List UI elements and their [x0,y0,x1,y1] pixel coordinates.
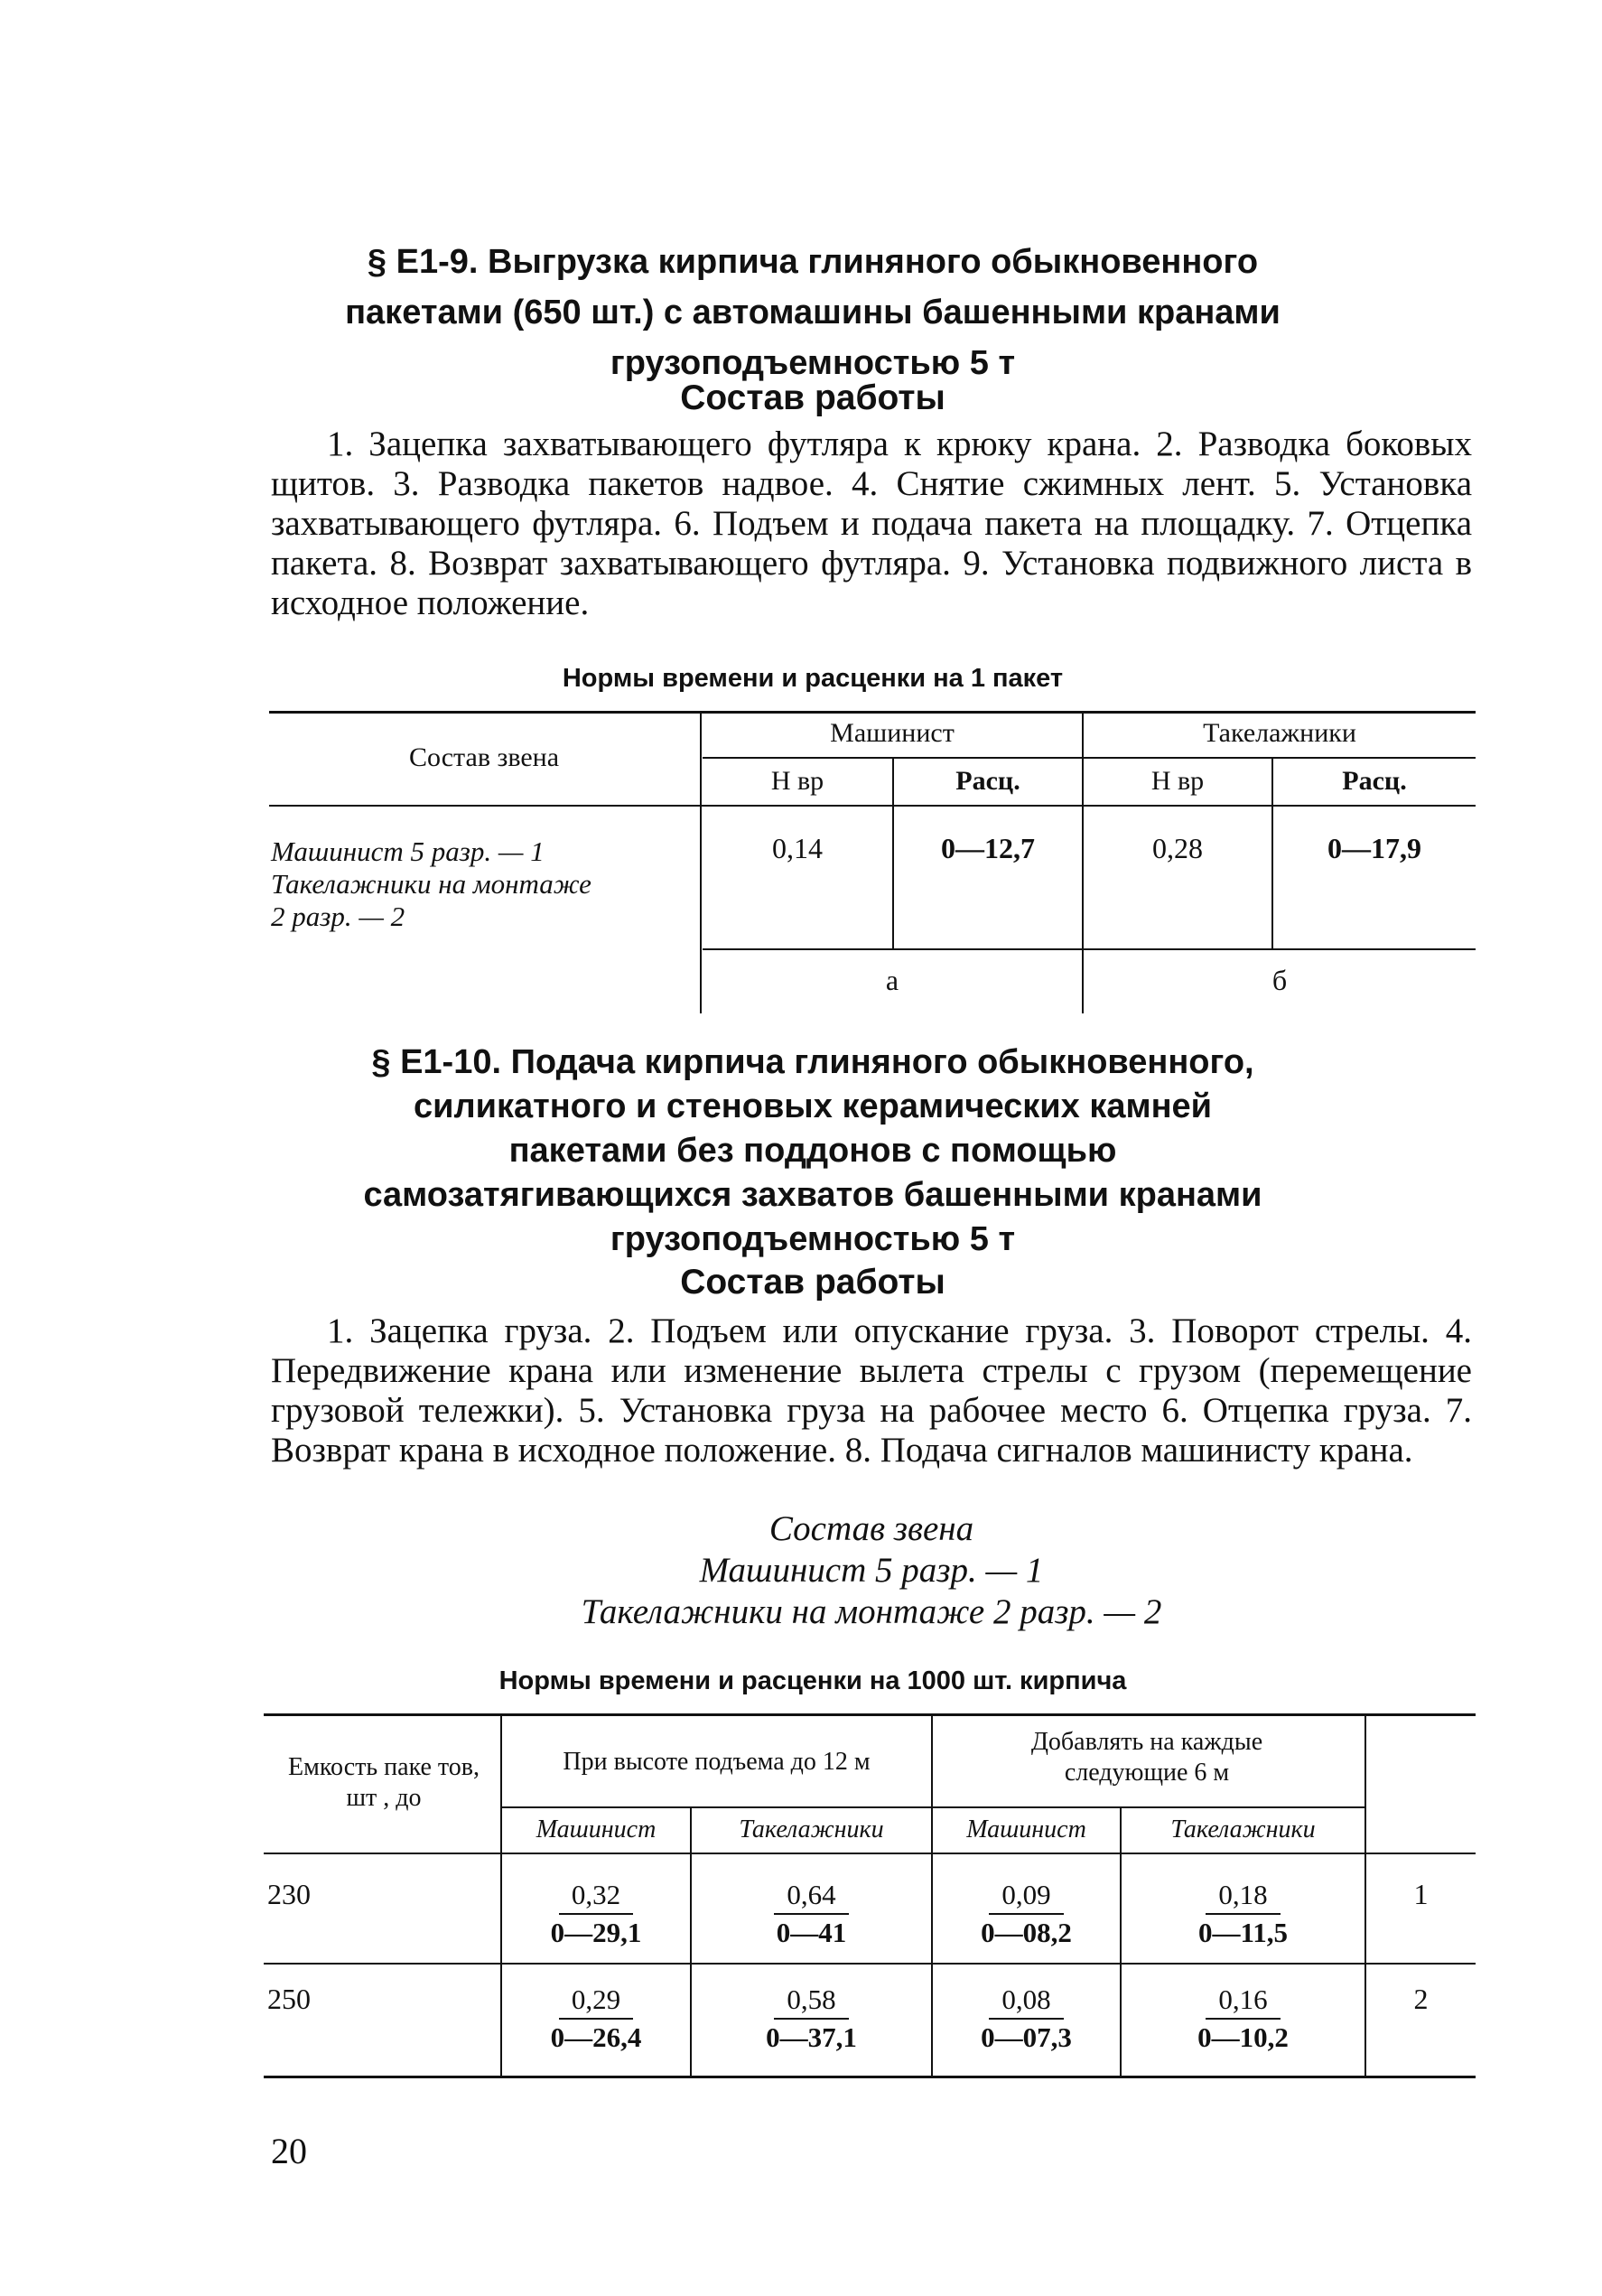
table2-row2-add-riggers-nvr: 0,16 [1206,1982,1280,2020]
table1-column-letter-a: а [885,964,899,996]
section2-composition-text: 1. Зацепка груза. 2. Подъем или опускание груза. 3. Поворот стрелы. 4. Передвижение крана или изменение вылета стрелы с грузом (перемещение грузовой тележки). 5. Установка груза на рабочее место 6. Отцепка груза. 7. Возврат крана в исходное положение. 8. Подача сигналов машинисту крана. [271,1311,1472,1470]
table2-row2-add-riggers-cell [1122,1982,1364,2056]
table2-row1-capacity: 230 [267,1878,311,1910]
section1-table-caption: Нормы времени и расценки на 1 пакет [562,664,1064,693]
section1-title-line-3: грузоподъемностью 5 т [610,344,1016,382]
table1-top-rule [269,711,1476,714]
table2-row1-machinist-rasc: 0—29,1 [550,1917,642,1948]
table1-machinist-nvr: 0,14 [772,832,823,864]
table2-row1-riggers-nvr: 0,64 [774,1877,848,1915]
table2-row2-capacity: 250 [267,1983,311,2015]
table2-row2-machinist-cell [502,1982,690,2056]
table2-row2-add-riggers-rasc: 0—10,2 [1197,2021,1289,2053]
table1-header-crew: Состав звена [408,742,560,772]
table2-row1-machinist-nvr: 0,32 [559,1877,633,1915]
table2-row2-add-machinist-nvr: 0,08 [989,1982,1063,2020]
table2-row2-add-machinist-cell [933,1982,1120,2056]
table2-row2-machinist-nvr: 0,29 [559,1982,633,2020]
section2-title-line-4: самозатягивающихся захватов башенными кранами [363,1176,1262,1214]
section2-crew-line-2: Такелажники на монтаже 2 разр. — 2 [581,1592,1162,1631]
table1-group-rule [703,757,1476,759]
section2-title-line-5: грузоподъемностью 5 т [610,1220,1016,1258]
table2-header-height: При высоте подъема до 12 м [563,1748,871,1776]
table2-bottom-rule [264,2076,1476,2078]
section2-crew-line-1: Машинист 5 разр. — 1 [699,1551,1044,1590]
table2-row1-machinist-cell [502,1877,690,1951]
table2-row2-riggers-nvr: 0,58 [774,1982,848,2020]
table2-row1-add-machinist-rasc: 0—08,2 [981,1917,1072,1948]
table2-row2-add-machinist-rasc: 0—07,3 [981,2021,1072,2053]
section1-composition-heading: Состав работы [680,378,945,417]
table1-sub-rasc-2: Расц. [1342,766,1407,796]
table2-row1-riggers-rasc: 0—41 [776,1917,847,1948]
table1-crew-line-2: Такелажники на монтаже [271,868,591,900]
section1-title-line-2: пакетами (650 шт.) с автомашины башенными кранами [345,294,1281,331]
table2-row1-index: 1 [1413,1878,1429,1910]
table2-row2-index: 2 [1413,1983,1429,2015]
table1-sub-rasc-1: Расц. [955,766,1020,796]
table1-machinist-rasc: 0—12,7 [941,832,1035,864]
section1-title-line-1: § Е1-9. Выгрузка кирпича глиняного обыкновенного [367,243,1259,281]
table1-letter-rule [703,948,1476,950]
table2-row1-add-machinist-cell [933,1877,1120,1951]
section2-table-caption: Нормы времени и расценки на 1000 шт. кирпича [498,1666,1127,1695]
table2-group-rule [502,1806,1364,1808]
table2-row2-machinist-rasc: 0—26,4 [550,2021,642,2053]
table1-sub-nvr-2: Н вр [1150,766,1205,796]
table2-sub-riggers-1: Такелажники [739,1815,884,1843]
table2-row-rule [264,1963,1476,1965]
section2-title-line-1: § Е1-10. Подача кирпича глиняного обыкновенного, [371,1043,1254,1081]
table1-vline-1 [700,711,702,1013]
table2-sub-riggers-2: Такелажники [1170,1815,1316,1843]
table1-riggers-nvr: 0,28 [1152,832,1203,864]
table1-header-machinist: Машинист [830,718,955,748]
table1-crew-line-3: 2 разр. — 2 [271,901,405,932]
section1-composition-text: 1. Зацепка захватывающего футляра к крюку крана. 2. Разводка боковых щитов. 3. Разводка пакетов надвое. 4. Снятие сжимных лент. 5. Установка захватывающего футляра. 6. Подъем и подача пакета на площадку. 7. Отцепка пакета. 8. Возврат захватывающего футляра. 9. Установка подвижного листа в исходное положение. [271,425,1472,622]
table2-row1-add-riggers-rasc: 0—11,5 [1197,1917,1289,1948]
table2-sub-machinist-2: Машинист [966,1815,1086,1843]
table2-row2-riggers-rasc: 0—37,1 [766,2021,857,2053]
table2-row2-riggers-cell [692,1982,931,2056]
table1-header-riggers: Такелажники [1203,718,1356,748]
table2-row1-add-riggers-nvr: 0,18 [1206,1877,1280,1915]
table2-row1-add-machinist-nvr: 0,09 [989,1877,1063,1915]
table1-crew-line-1: Машинист 5 разр. — 1 [271,835,545,867]
section2-title-line-2: силикатного и стеновых керамических камней [413,1087,1213,1125]
table2-header-capacity: Емкость паке тов, шт , до [288,1753,480,1812]
table2-header-rule [264,1853,1476,1854]
table1-sub-nvr-1: Н вр [770,766,824,796]
table2-row1-riggers-cell [692,1877,931,1951]
table2-header-add: Добавлять на каждые следующие 6 м [1030,1728,1263,1787]
table1-riggers-rasc: 0—17,9 [1327,832,1421,864]
table2-top-rule [264,1713,1476,1716]
table1-column-letter-b: б [1271,964,1288,996]
table2-sub-machinist-1: Машинист [536,1815,657,1843]
section2-composition-heading: Состав работы [680,1263,945,1302]
table2-row1-add-riggers-cell [1122,1877,1364,1951]
section2-crew-heading: Состав звена [768,1509,974,1548]
section2-title-line-3: пакетами без поддонов с помощью [508,1132,1117,1170]
table1-header-rule [269,805,1476,807]
page-number: 20 [271,2131,307,2171]
